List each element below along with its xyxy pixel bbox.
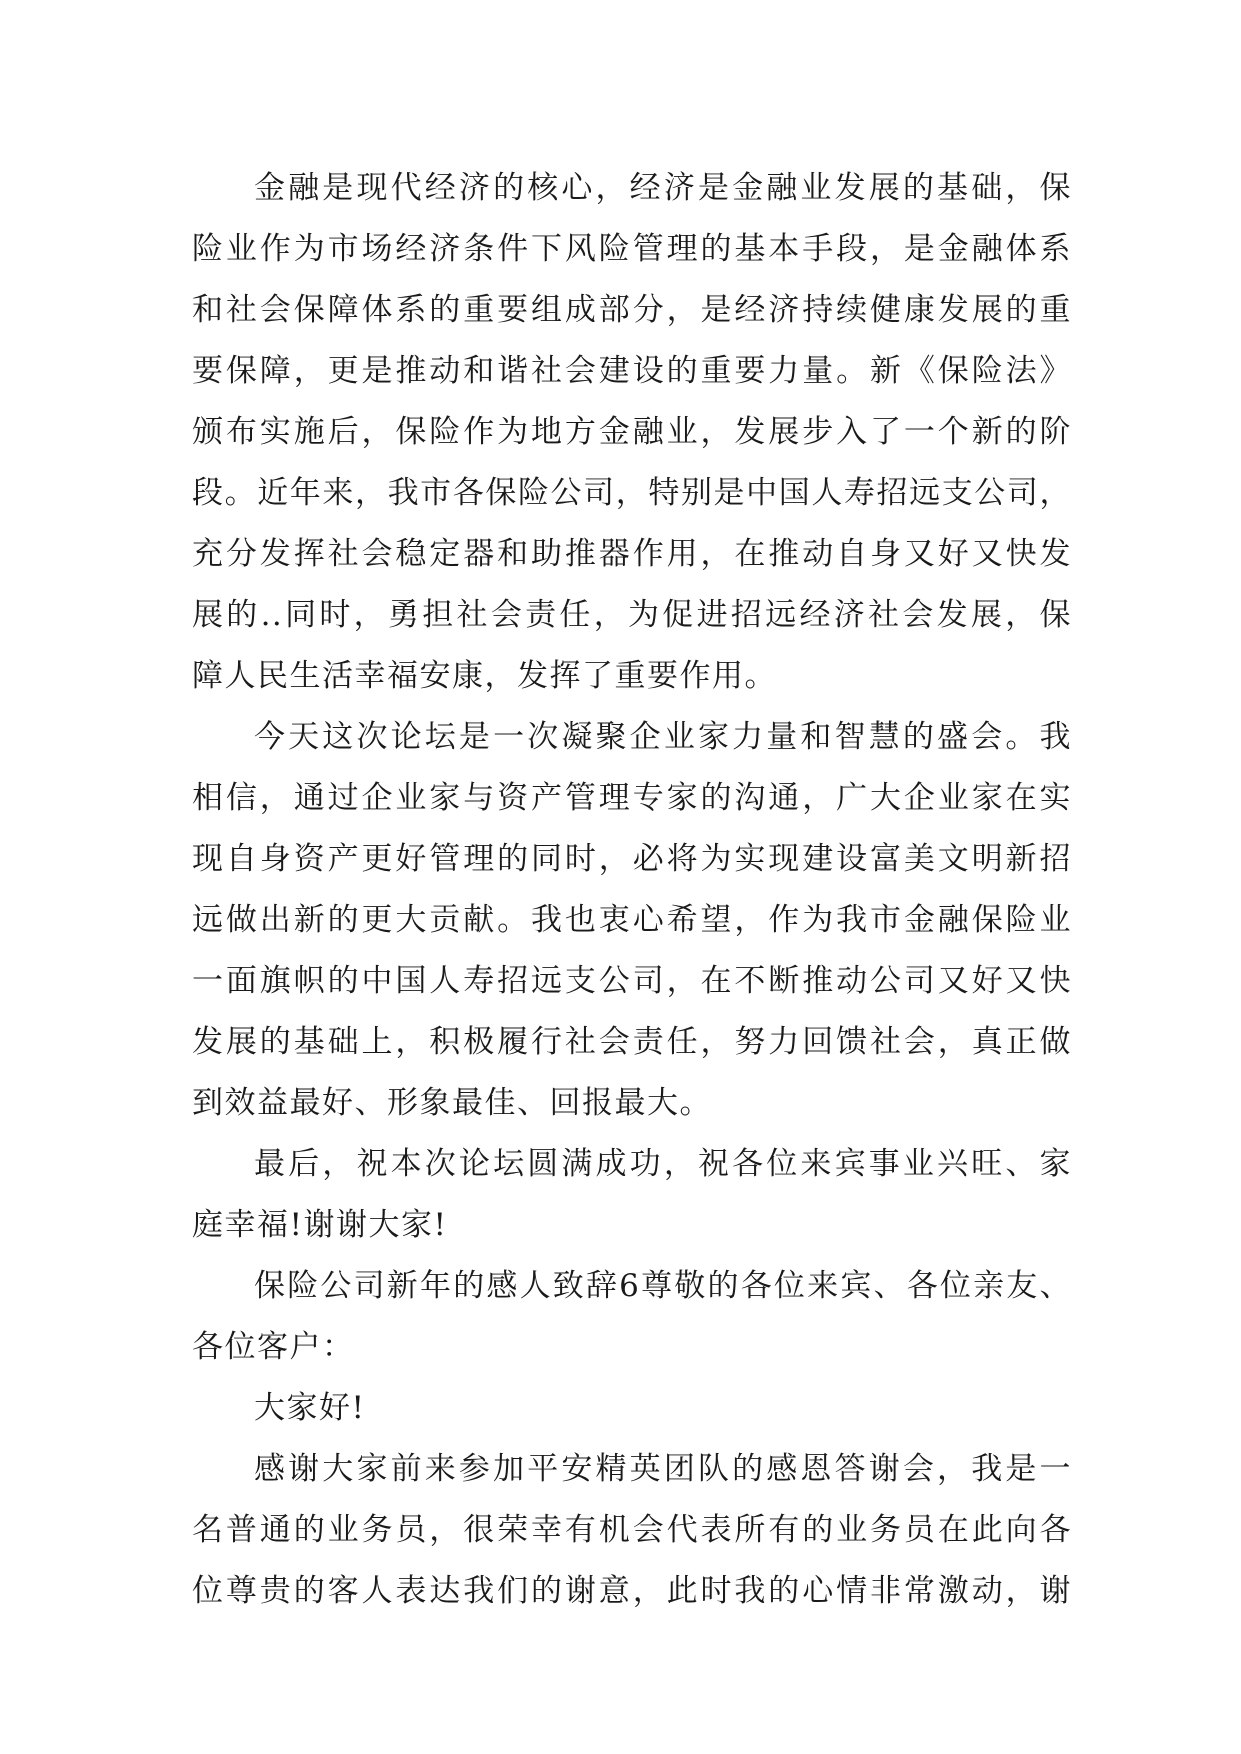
text-line: 要保障，更是推动和谐社会建设的重要力量。新《保险法》	[192, 353, 1072, 389]
text-line: 障人民生活幸福安康，发挥了重要作用。	[192, 658, 777, 694]
text-line: 和社会保障体系的重要组成部分，是经济持续健康发展的重	[192, 292, 1072, 328]
text-line: 各位客户：	[192, 1329, 355, 1365]
text-line: 金融是现代经济的核心，经济是金融业发展的基础，保	[254, 170, 1072, 206]
text-line: 段。近年来，我市各保险公司，特别是中国人寿招远支公司，	[192, 475, 1072, 511]
text-line: 相信，通过企业家与资产管理专家的沟通，广大企业家在实	[192, 780, 1072, 816]
text-line: 险业作为市场经济条件下风险管理的基本手段，是金融体系	[192, 231, 1072, 267]
text-line: 充分发挥社会稳定器和助推器作用，在推动自身又好又快发	[192, 536, 1072, 572]
text-line: 今天这次论坛是一次凝聚企业家力量和智慧的盛会。我	[254, 719, 1072, 755]
text-line: 到效益最好、形象最佳、回报最大。	[192, 1085, 712, 1121]
text-line: 发展的基础上，积极履行社会责任，努力回馈社会，真正做	[192, 1024, 1072, 1060]
text-line: 展的..同时，勇担社会责任，为促进招远经济社会发展，保	[192, 597, 1072, 633]
document-body	[192, 158, 1072, 1622]
text-line: 一面旗帜的中国人寿招远支公司，在不断推动公司又好又快	[192, 963, 1072, 999]
text-line: 感谢大家前来参加平安精英团队的感恩答谢会，我是一	[254, 1451, 1072, 1487]
text-line: 远做出新的更大贡献。我也衷心希望，作为我市金融保险业	[192, 902, 1072, 938]
text-line: 现自身资产更好管理的同时，必将为实现建设富美文明新招	[192, 841, 1072, 877]
text-line: 大家好!	[254, 1390, 366, 1426]
text-line: 颁布实施后，保险作为地方金融业，发展步入了一个新的阶	[192, 414, 1072, 450]
text-line: 最后，祝本次论坛圆满成功，祝各位来宾事业兴旺、家	[254, 1146, 1072, 1182]
text-line: 保险公司新年的感人致辞6尊敬的各位来宾、各位亲友、	[254, 1268, 1072, 1304]
text-line: 名普通的业务员，很荣幸有机会代表所有的业务员在此向各	[192, 1512, 1072, 1548]
text-line: 位尊贵的客人表达我们的谢意，此时我的心情非常激动，谢	[192, 1573, 1072, 1609]
text-line: 庭幸福!谢谢大家!	[192, 1207, 448, 1243]
